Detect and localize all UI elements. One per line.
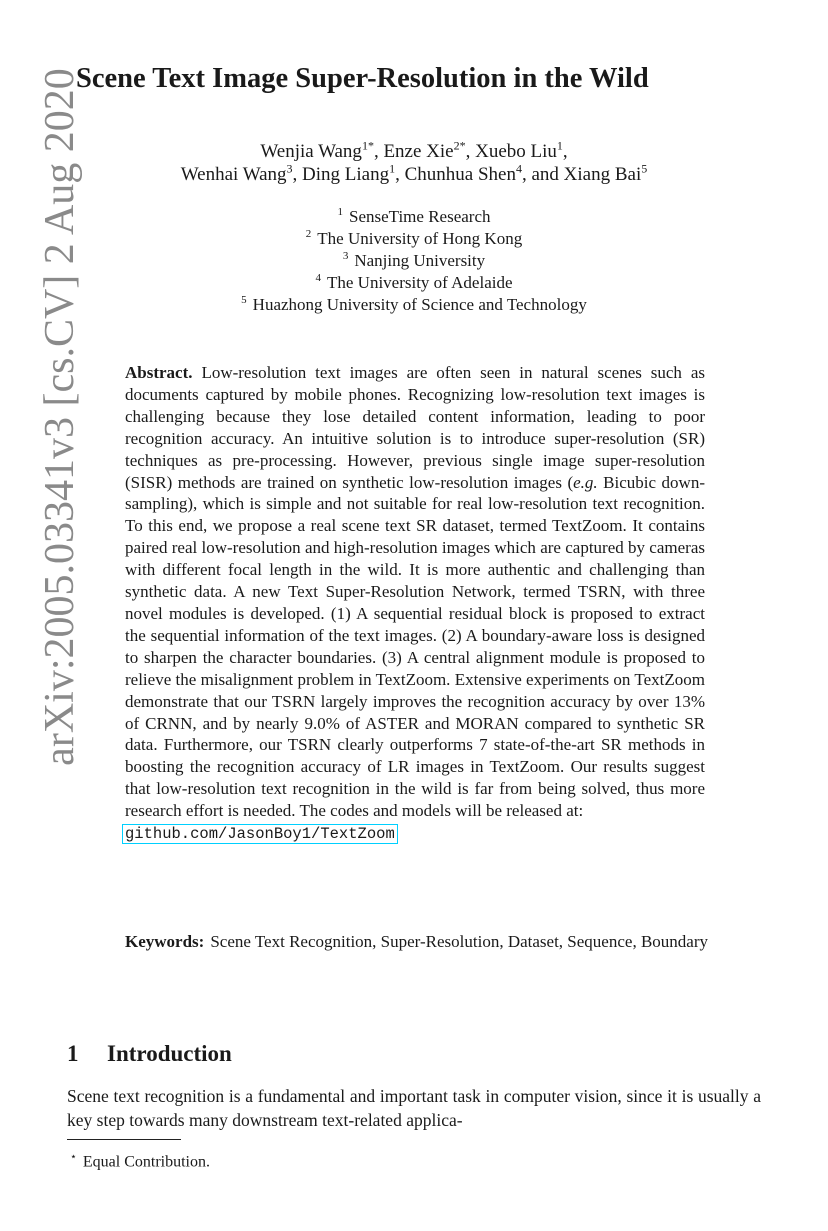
author-name: Xuebo Liu bbox=[475, 141, 557, 162]
affiliation-number: 1 bbox=[337, 206, 343, 219]
abstract-text-continued: Bicubic down-sampling), which is simple and not suitable for real low-resolution text recognition. To this end, we propose a real scene text SR dataset, termed TextZoom. It contains paired real low-resolution and high-resolution images which are captured by cameras with different focal length in the wild. It is more authentic and challenging than synthetic data. A new Text Super-Resolution Network, termed TSRN, with three novel modules is developed. (1) A sequential residual block is proposed to extract the sequential information of the text images. (2) A boundary-aware loss is designed to sharpen the character boundaries. (3) A central alignment module is proposed to relieve the misalignment problem in TextZoom. Extensive experiments on TextZoom demonstrate that our TSRN largely improves the recognition accuracy by over 13% of CRNN, and by nearly 9.0% of ASTER and MORAN compared to synthetic SR data. Furthermore, our TSRN clearly outperforms 7 state-of-the-art SR methods in boosting the recognition accuracy of LR images in TextZoom. Our results suggest that low-resolution text recognition in the wild is far from being solved, thus more research effort is needed. The codes and models will be released at: bbox=[125, 472, 705, 821]
footnote-text: Equal Contribution. bbox=[82, 1153, 210, 1171]
affiliation-item bbox=[150, 250, 678, 272]
paper-title: Scene Text Image Super-Resolution in the Wild bbox=[76, 63, 649, 94]
code-repository-link[interactable]: github.com/JasonBoy1/TextZoom bbox=[122, 824, 398, 844]
affiliation-item bbox=[150, 228, 678, 250]
affiliation-number: 2 bbox=[305, 228, 312, 241]
affiliation-item bbox=[150, 272, 678, 294]
affiliation-list bbox=[150, 206, 678, 316]
affiliation-name: The University of Hong Kong bbox=[317, 229, 523, 248]
affiliation-number: 5 bbox=[241, 294, 247, 307]
affiliation-item bbox=[150, 206, 678, 228]
author-name: Wenhai Wang bbox=[180, 164, 287, 185]
author-name: Ding Liang bbox=[302, 164, 390, 185]
footnote-mark: ⋆ bbox=[70, 1151, 77, 1163]
abstract-label: Abstract. bbox=[125, 363, 193, 382]
author-affil-mark: 4 bbox=[515, 161, 522, 176]
author-name: Enze Xie bbox=[383, 141, 454, 162]
affiliation-name: The University of Adelaide bbox=[326, 273, 513, 292]
abstract-text: Low-resolution text images are often seen in natural scenes such as documents captured by mobile phones. Recognizing low-resolution text images is challenging because they lose detailed content information, leading to poor recognition accuracy. An intuitive solution is to introduce super-resolution (SR) techniques as pre-processing. However, previous single image super-resolution (SISR) methods are trained on synthetic low-resolution images ( bbox=[125, 363, 706, 492]
affiliation-name: Nanjing University bbox=[354, 251, 486, 270]
author-list bbox=[100, 140, 728, 186]
section-title: Introduction bbox=[107, 1041, 232, 1066]
abstract bbox=[125, 362, 705, 844]
author-affil-mark: 1* bbox=[361, 138, 374, 153]
author-affil-mark: 1 bbox=[389, 161, 396, 176]
keywords-text: Scene Text Recognition, Super-Resolution, Dataset, Sequence, Boundary bbox=[210, 932, 708, 951]
affiliation-name: SenseTime Research bbox=[349, 207, 491, 226]
footnote-divider bbox=[67, 1139, 181, 1140]
section-heading bbox=[67, 1039, 232, 1069]
author-name: and Xiang Bai bbox=[531, 164, 642, 185]
affiliation-item bbox=[150, 294, 678, 316]
author-affil-mark: 1 bbox=[556, 138, 563, 153]
affiliation-number: 4 bbox=[315, 272, 321, 285]
author-affil-mark: 2* bbox=[453, 138, 466, 153]
keywords-label: Keywords: bbox=[125, 932, 205, 951]
affiliation-number: 3 bbox=[342, 250, 349, 263]
arxiv-identifier-stamp: arXiv:2005.03341v3 [cs.CV] 2 Aug 2020 bbox=[37, 68, 83, 766]
author-affil-mark: 5 bbox=[641, 161, 648, 176]
intro-paragraph: Scene text recognition is a fundamental and important task in computer vision, since it is usually a key step towards many downstream text-related applica- bbox=[67, 1086, 761, 1130]
footnote bbox=[70, 1147, 210, 1172]
affiliation-name: Huazhong University of Science and Technology bbox=[252, 295, 587, 314]
author-line-1: Wenjia Wang$^{1*}$, Enze Xie$^{2*}$, Xuebo Liu$^1$, bbox=[260, 138, 568, 162]
author-name: Wenjia Wang bbox=[260, 141, 362, 162]
section-number: 1 bbox=[67, 1041, 79, 1066]
author-name: Chunhua Shen bbox=[404, 164, 516, 185]
author-affil-mark: 3 bbox=[286, 161, 293, 176]
keywords bbox=[125, 931, 730, 953]
abstract-eg: e.g. bbox=[573, 472, 598, 492]
author-line-2: Wenhai Wang$^3$, Ding Liang$^1$, Chunhua Shen$^4$, and Xiang Bai$^5$ bbox=[180, 161, 648, 185]
